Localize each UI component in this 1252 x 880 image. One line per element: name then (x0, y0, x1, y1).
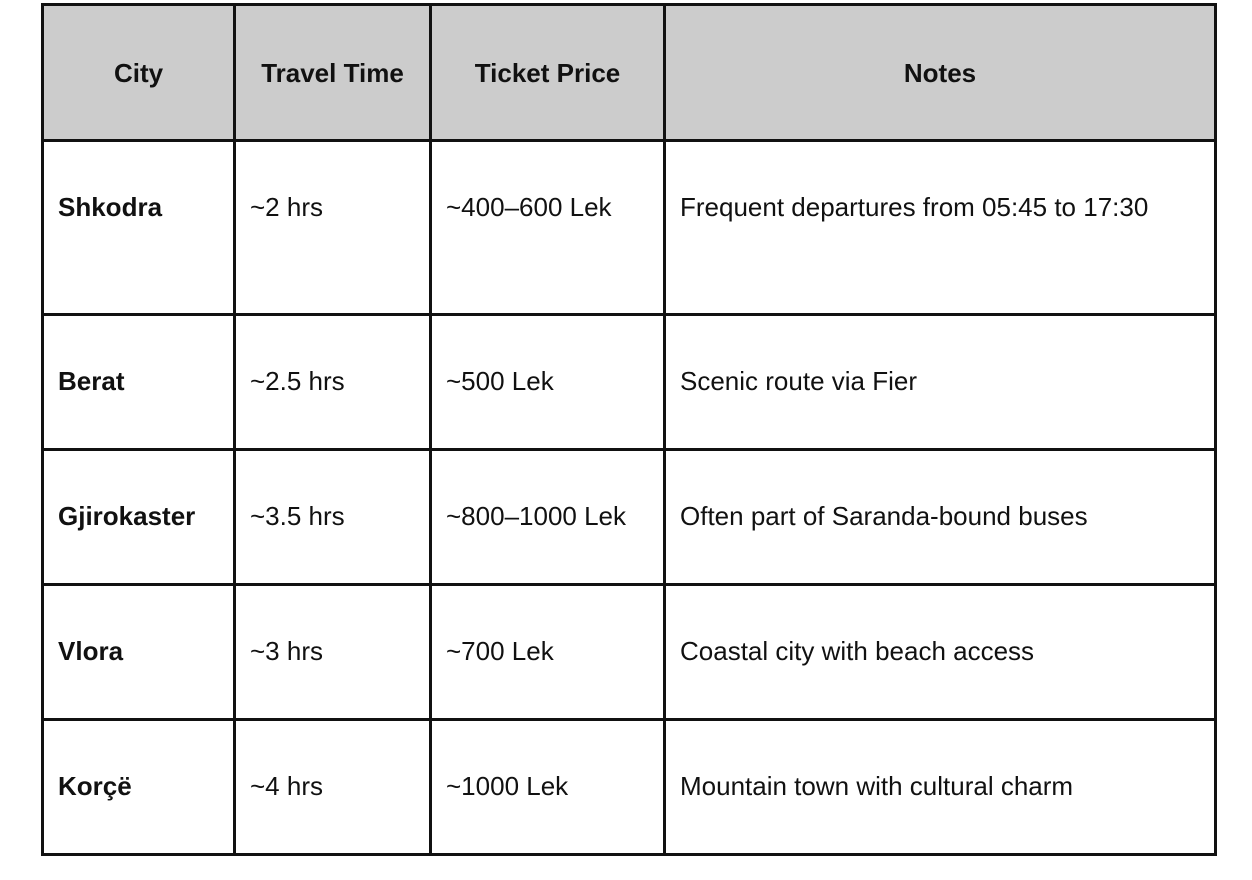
cell-travel-time: ~4 hrs (235, 720, 431, 855)
cell-city: Shkodra (43, 141, 235, 315)
cell-ticket-price: ~800–1000 Lek (431, 450, 665, 585)
table-row (43, 315, 1216, 450)
cell-travel-time: ~2 hrs (235, 141, 431, 315)
cell-notes: Often part of Saranda-bound buses (665, 450, 1216, 585)
table-row (43, 585, 1216, 720)
cell-ticket-price: ~1000 Lek (431, 720, 665, 855)
header-city: City (43, 5, 235, 141)
cell-city: Vlora (43, 585, 235, 720)
bus-routes-table (41, 3, 1217, 856)
cell-city: Gjirokaster (43, 450, 235, 585)
table-header-row (43, 5, 1216, 141)
cell-notes: Frequent departures from 05:45 to 17:30 (665, 141, 1216, 315)
cell-city: Korçë (43, 720, 235, 855)
header-travel-time: Travel Time (235, 5, 431, 141)
cell-city: Berat (43, 315, 235, 450)
cell-travel-time: ~3.5 hrs (235, 450, 431, 585)
cell-ticket-price: ~400–600 Lek (431, 141, 665, 315)
table-row (43, 141, 1216, 315)
cell-notes: Scenic route via Fier (665, 315, 1216, 450)
header-ticket-price: Ticket Price (431, 5, 665, 141)
bus-routes-table-container (41, 3, 1217, 856)
cell-notes: Coastal city with beach access (665, 585, 1216, 720)
table-row (43, 450, 1216, 585)
header-notes: Notes (665, 5, 1216, 141)
cell-ticket-price: ~500 Lek (431, 315, 665, 450)
cell-travel-time: ~3 hrs (235, 585, 431, 720)
cell-ticket-price: ~700 Lek (431, 585, 665, 720)
table-row (43, 720, 1216, 855)
cell-travel-time: ~2.5 hrs (235, 315, 431, 450)
cell-notes: Mountain town with cultural charm (665, 720, 1216, 855)
